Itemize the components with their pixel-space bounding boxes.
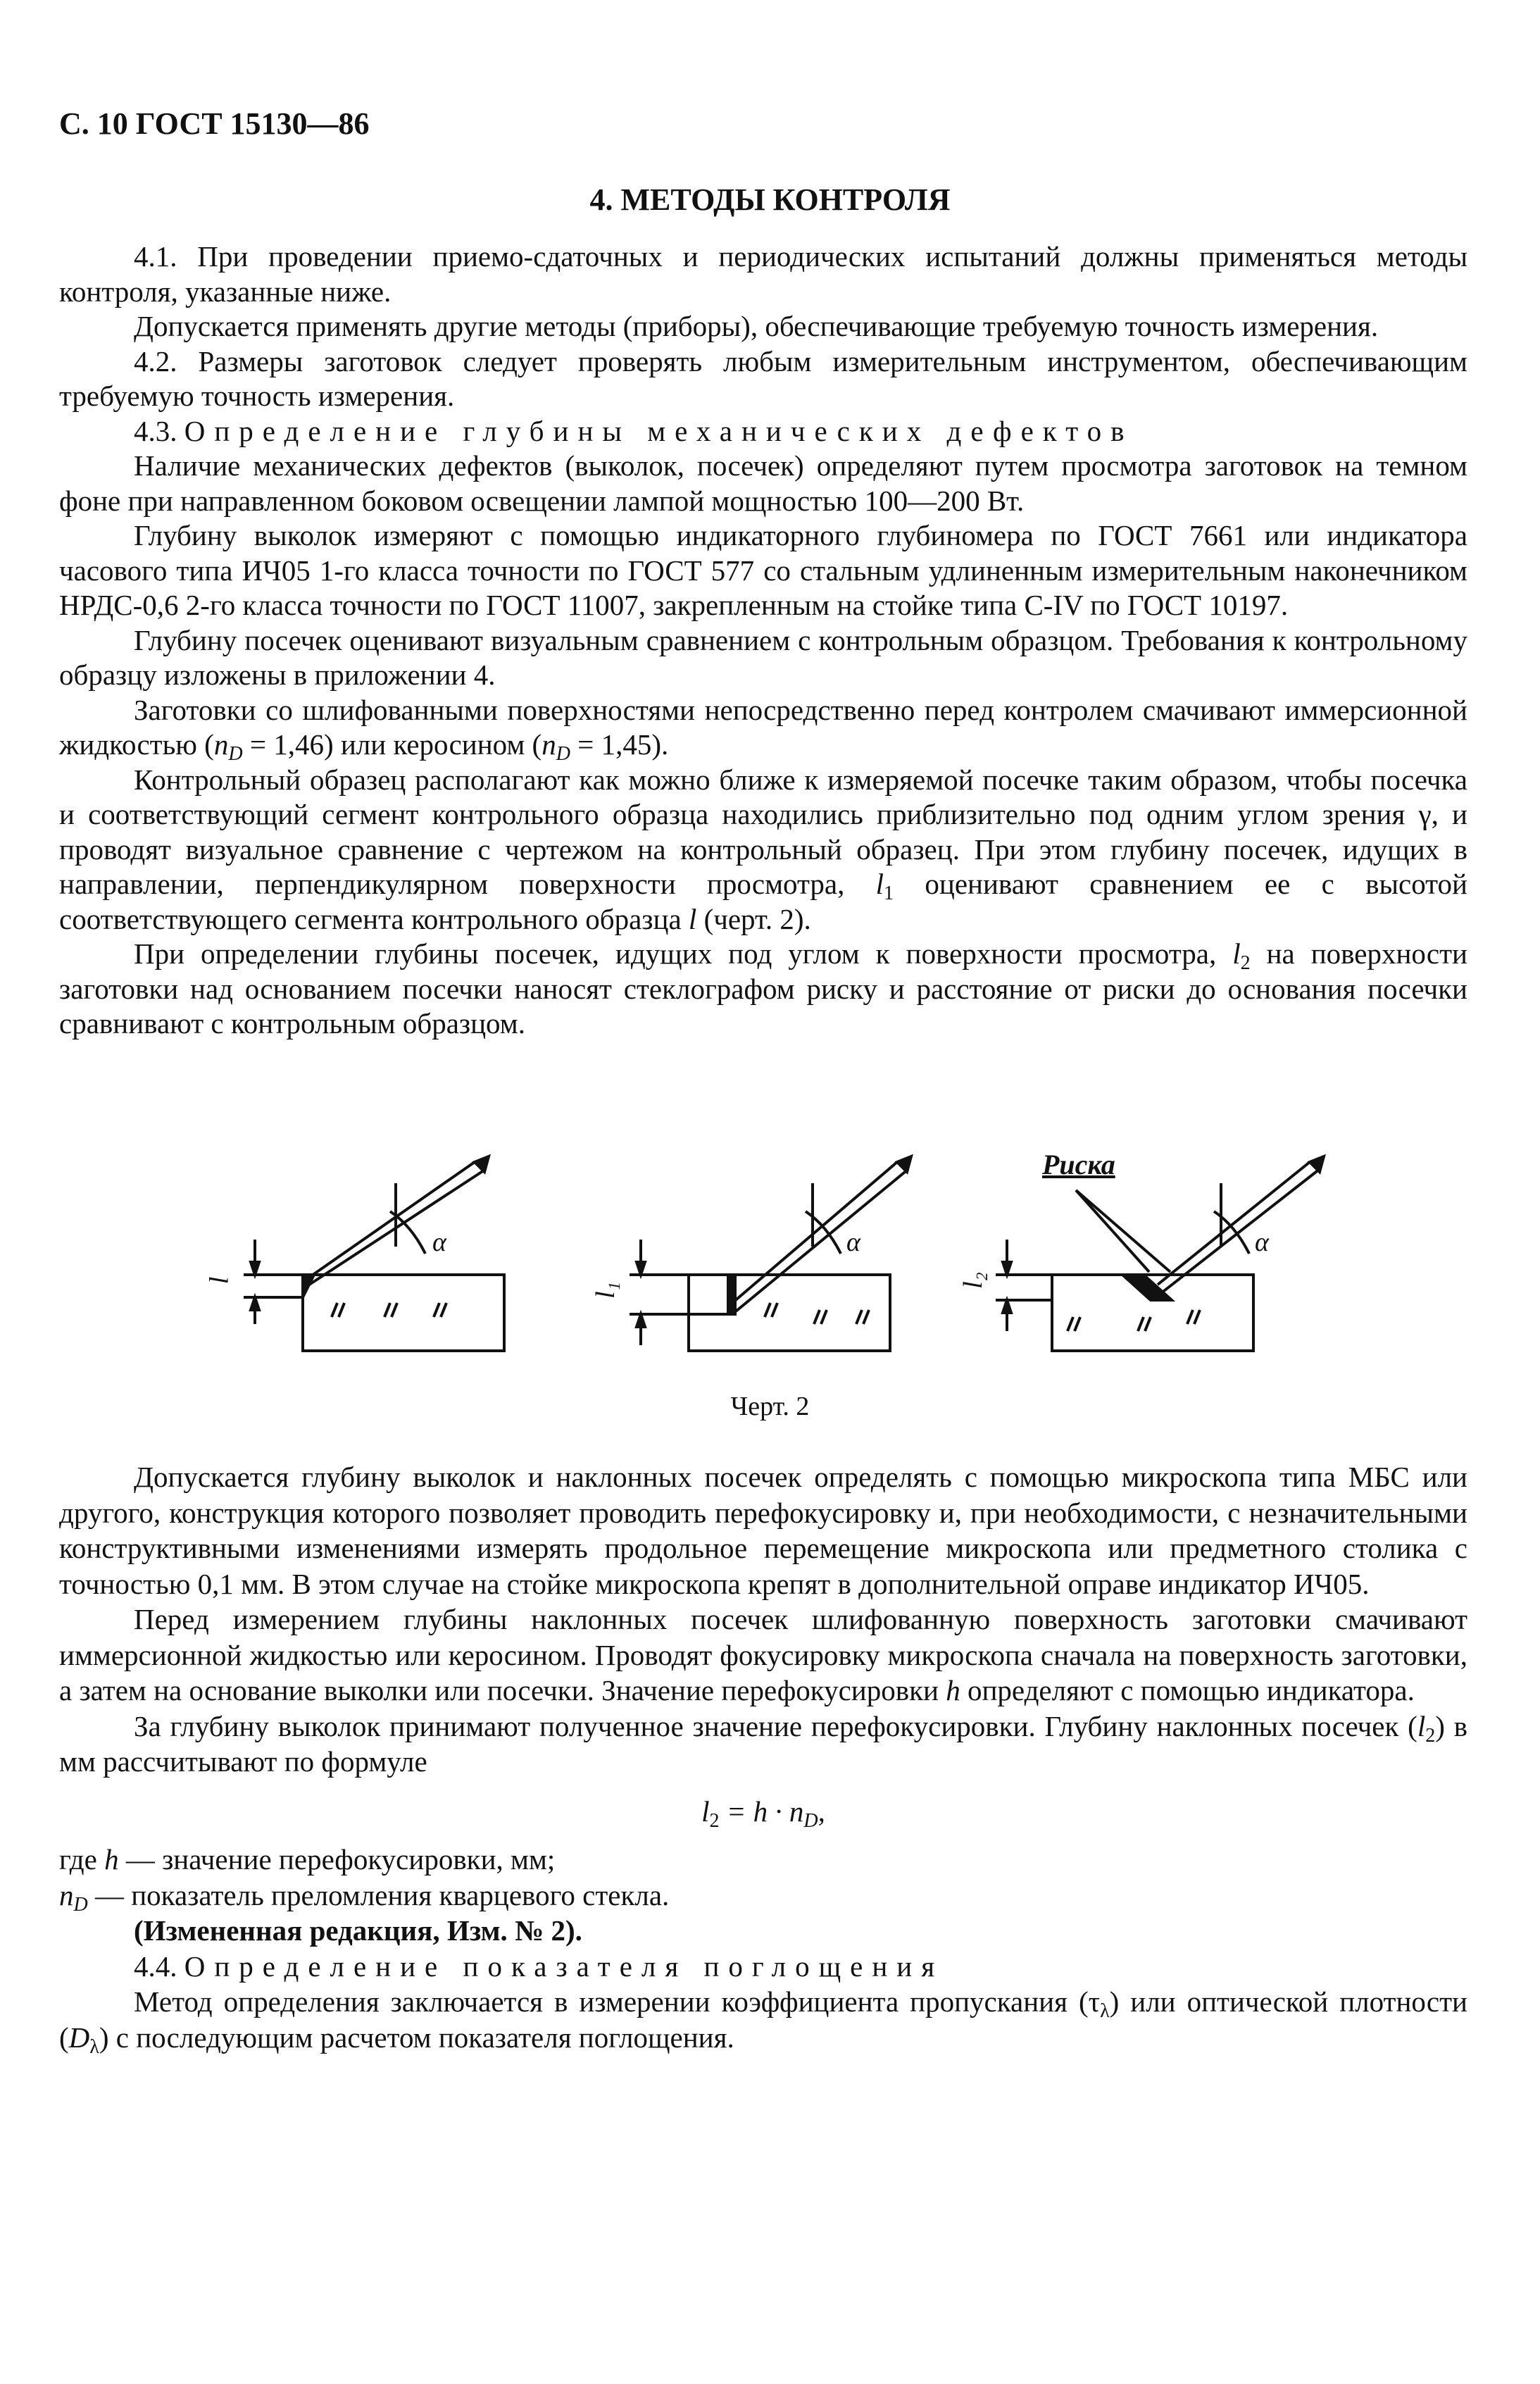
paragraph-4-3-h: Перед измерением глубины наклонных посечек шлифованную поверхность заготовки смачивают иммерсионной жидкостью или керосином. Проводят фокусировку микроскопа сначала на поверхность заготовки, а затем на основание выколки или посечки. Значение перефокусировки h определяют с помощью индикатора. bbox=[59, 1603, 1467, 1706]
paragraph-4-3-a: Наличие механических дефектов (выколок, посечек) определяют путем просмотра заготовок на темном фоне при направленном боковом освещении лампой мощностью 100—200 Вт. bbox=[59, 449, 1467, 517]
subsection-4-4-heading bbox=[59, 1949, 1467, 1985]
paragraph-4-3-g: Допускается глубину выколок и наклонных посечек определять с помощью микроскопа типа МБС или другого, конструкция которого позволяет проводить перефокусировку и, при необходимости, с незначительными конструктивными изменениями измерять продольное перемещение микроскопа или предметного столика с точностью 0,1 мм. В этом случае на стойке микроскопа крепят в дополнительной оправе индикатор ИЧ05. bbox=[59, 1461, 1467, 1600]
paragraph-4-1-b: Допускается применять другие методы (приборы), обеспечивающие требуемую точность измерения. bbox=[134, 310, 1379, 342]
paragraph-4-3-i: За глубину выколок принимают полученное значение перефокусировки. Глубину наклонных посечек $(l_2)$ в мм рассчитывают по формуле bbox=[59, 1709, 1468, 1778]
label-l2: l₂ bbox=[958, 1272, 988, 1289]
subsection-4-3-number: 4.3. bbox=[134, 414, 177, 447]
subsection-4-4-title: Определение показателя поглощения bbox=[184, 1949, 944, 1983]
sight-line-2b bbox=[732, 1162, 897, 1303]
body-text-lower bbox=[59, 1459, 1468, 2058]
subsection-4-3-heading bbox=[59, 414, 1467, 449]
paragraph-4-4-a: Метод определения заключается в измерении коэффициента пропускания $(\tau_\lambda)$ или оптической плотности $(D_\lambda)$ с последующим расчетом показателя поглощения. bbox=[59, 1985, 1467, 2058]
defect-depth-diagram bbox=[59, 1141, 1467, 1394]
where-h: где h — значение перефокусировки, мм; bbox=[59, 1843, 556, 1876]
riska-leader-b bbox=[1076, 1190, 1170, 1272]
subsection-4-3-title: Определение глубины механических дефектов bbox=[184, 414, 1134, 447]
paragraph-4-2: 4.2. Размеры заготовок следует проверять любым измерительным инструментом, обеспечивающим требуемую точность измерения. bbox=[59, 344, 1467, 412]
running-head: С. 10 ГОСТ 15130—86 bbox=[59, 106, 370, 141]
subsection-4-4-number: 4.4. bbox=[134, 1949, 177, 1983]
sight-line-1b bbox=[303, 1162, 475, 1282]
sight-line-3b bbox=[1158, 1162, 1310, 1285]
amendment-note: (Измененная редакция, Изм. № 2). bbox=[134, 1914, 582, 1947]
sight-line-3a bbox=[1158, 1169, 1320, 1296]
label-l1: l₁ bbox=[590, 1282, 620, 1299]
body-text-upper bbox=[59, 239, 1467, 1042]
notch-2 bbox=[689, 1275, 728, 1314]
paragraph-4-1: 4.1. При проведении приемо-сдаточных и периодических испытаний должны применяться методы контроля, указанные ниже. bbox=[59, 240, 1467, 308]
sight-line-2a bbox=[732, 1169, 908, 1314]
riska-leader-a bbox=[1076, 1190, 1149, 1272]
section-title: 4. МЕТОДЫ КОНТРОЛЯ bbox=[589, 182, 951, 217]
paragraph-4-3-e: Контрольный образец располагают как можно ближе к измеряемой посечке таким образом, чтобы посечка и соответствующий сегмент контрольного образца находились приблизительно под одним углом зрения γ, и проводят визуальное сравнение с чертежом на контрольный образец. При этом глубину посечек, идущих в направлении, перпендикулярном поверхности просмотра, $l_1$ оценивают сравнением ее с высотой соответствующего сегмента контрольного образца l (черт. 2). bbox=[59, 763, 1467, 935]
paragraph-4-3-c: Глубину посечек оценивают визуальным сравнением с контрольным образцом. Требования к контрольному образцу изложены в приложении 4. bbox=[59, 623, 1467, 691]
formula: $l_2 = h \cdot n_D$, bbox=[701, 1795, 825, 1832]
label-alpha-3: α bbox=[1255, 1228, 1269, 1257]
where-n: $n_D$ — показатель преломления кварцевого стекла. bbox=[59, 1878, 670, 1916]
figure-caption: Черт. 2 bbox=[730, 1392, 810, 1421]
label-alpha-1: α bbox=[432, 1228, 446, 1257]
paragraph-4-3-f: При определении глубины посечек, идущих под углом к поверхности просмотра, $l_2$ на поверхности заготовки над основанием посечки наносят стеклографом риску и расстояние от риски до основания посечки сравнивают с контрольным образцом. bbox=[59, 937, 1467, 1040]
label-riska: Риска bbox=[1042, 1149, 1115, 1180]
paragraph-4-3-b: Глубину выколок измеряют с помощью индикаторного глубиномера по ГОСТ 7661 или индикатора часового типа ИЧ05 1-го класса точности по ГОСТ 577 со стальным удлиненным измерительным наконечником НРДС-0,6 2-го класса точности по ГОСТ 11007, закрепленным на стойке типа С-IV по ГОСТ 10197. bbox=[59, 519, 1467, 621]
label-alpha-2: α bbox=[846, 1228, 860, 1257]
label-l: l bbox=[204, 1276, 234, 1285]
paragraph-4-3-d: Заготовки со шлифованными поверхностями непосредственно перед контролем смачивают иммерсионной жидкостью $(n_D = 1,46)$ или керосином $(n_D = 1,45)$. bbox=[59, 693, 1467, 765]
